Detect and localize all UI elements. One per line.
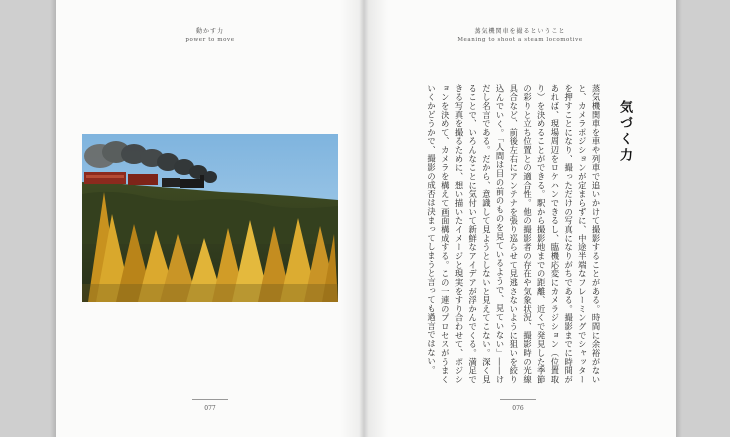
left-running-title: 動かす力 (195, 28, 224, 35)
left-running-header (56, 27, 364, 45)
right-running-header (364, 27, 676, 45)
left-folio-rule (192, 399, 228, 400)
right-page-edge (676, 0, 682, 437)
left-page-number: 077 (204, 405, 216, 412)
right-folio-rule (500, 399, 536, 400)
steam-locomotive-photo-art (82, 134, 338, 302)
section-heading: 気づく力 (617, 100, 632, 164)
right-running-title: 蒸気機関車を撮るということ (474, 28, 566, 35)
left-running-subtitle: power to move (185, 37, 235, 43)
right-page-number: 076 (512, 405, 524, 412)
body-text: 蒸気機関車を車や列車で追いかけて撮影することがある。時間に余裕がないと、カメラポジションが定まらずに、中途半端なフレーミングでシャッターを押すことになり、撮っただけの写真になりがちである。撮影までに時間があれば、現場周辺をロケハンできるし、臨機応変にカメラジション（位置取り）を決めることができる。駅から撮影地までの距離、近くで発見した季節の彩りと立ち位置との適合性。他の撮影者の存在や気象状況、撮影時の光線具合など、前後左右にアンテナを張り巡らせて見逃さないように狙いを絞り込んでいく。「人間は目の前のものを見ているようで、見ていない」――けだし名言である。だから、意識して見ようとしないと見えてこない。深く見ることで、いろんなことに気付いて新鮮なアイデアが浮かんでくる。満足できる写真を撮るために、想い描いたイメージと現実をすり合わせて、ポジションを決めて、カメラを構えて画面構成する。この一連のプロセスがうまくいくかどうかで、撮影の成否は決まってしまうと言っても過言ではない。 (426, 84, 601, 384)
right-running-subtitle: Meaning to shoot a steam locomotive (457, 37, 583, 43)
steam-locomotive-photo (82, 134, 338, 302)
